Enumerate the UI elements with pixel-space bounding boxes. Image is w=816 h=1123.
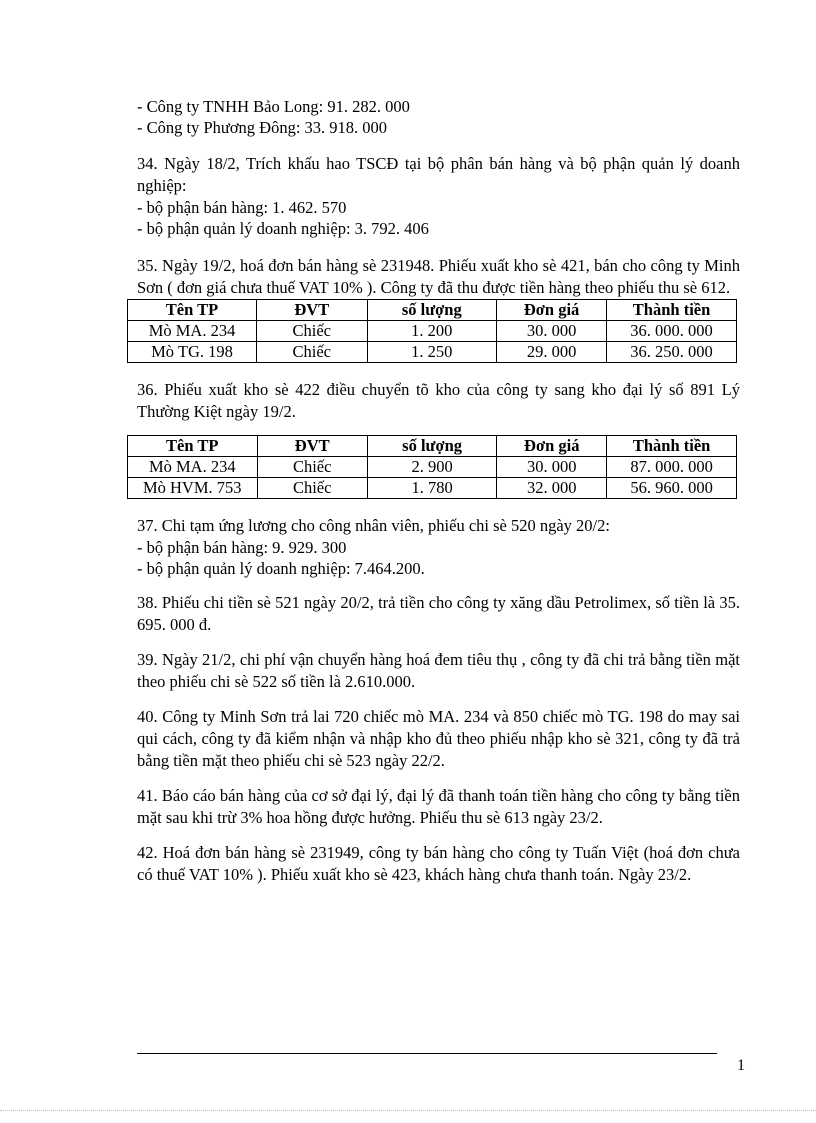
col-header-amount: Thành tiền bbox=[607, 300, 737, 321]
col-header-product: Tên TP bbox=[128, 436, 258, 457]
col-header-quantity: số lượng bbox=[367, 300, 497, 321]
cell-unit: Chiếc bbox=[257, 321, 367, 342]
intro-line-1: - Công ty TNHH Bảo Long: 91. 282. 000 bbox=[137, 97, 410, 116]
table-item-35 bbox=[127, 299, 737, 363]
table-row bbox=[128, 342, 737, 363]
cell-quantity: 1. 200 bbox=[367, 321, 497, 342]
cell-amount: 36. 250. 000 bbox=[607, 342, 737, 363]
item-41-text: 41. Báo cáo bán hàng của cơ sở đại lý, đại lý đã thanh toán tiền hàng cho công ty bằng tiền mặt sau khi trừ 3% hoa hồng được hưởng. Phiếu thu sè 613 ngày 23/2. bbox=[137, 786, 740, 827]
cell-product: Mò MA. 234 bbox=[128, 457, 258, 478]
intro-line-2: - Công ty Phương Đông: 33. 918. 000 bbox=[137, 118, 388, 137]
cell-price: 29. 000 bbox=[497, 342, 607, 363]
cell-unit: Chiếc bbox=[257, 342, 367, 363]
col-header-unit: ĐVT bbox=[257, 436, 367, 457]
table-row bbox=[128, 478, 737, 499]
cell-quantity: 1. 780 bbox=[367, 478, 496, 499]
item-37-line-1: - bộ phận bán hàng: 9. 929. 300 bbox=[137, 538, 347, 557]
table-item-36 bbox=[127, 435, 737, 499]
cell-amount: 56. 960. 000 bbox=[607, 478, 737, 499]
item-37-text: 37. Chi tạm ứng lương cho công nhân viên, phiếu chi sè 520 ngày 20/2: bbox=[137, 516, 610, 535]
cell-price: 30. 000 bbox=[497, 457, 607, 478]
page-number: 1 bbox=[737, 1057, 745, 1074]
col-header-amount: Thành tiền bbox=[607, 436, 737, 457]
cell-price: 30. 000 bbox=[497, 321, 607, 342]
item-39-text: 39. Ngày 21/2, chi phí vận chuyển hàng hoá đem tiêu thụ , công ty đã chi trả bằng tiền mặt theo phiếu chi sè 522 số tiền là 2.610.000. bbox=[137, 650, 740, 691]
col-header-unit: ĐVT bbox=[257, 300, 367, 321]
page-bottom-edge bbox=[0, 1110, 816, 1111]
col-header-quantity: số lượng bbox=[367, 436, 496, 457]
table-header-row bbox=[128, 436, 737, 457]
cell-quantity: 2. 900 bbox=[367, 457, 496, 478]
cell-product: Mò HVM. 753 bbox=[128, 478, 258, 499]
item-34-line-2: - bộ phận quản lý doanh nghiệp: 3. 792. 406 bbox=[137, 219, 429, 238]
item-38-text: 38. Phiếu chi tiền sè 521 ngày 20/2, trả tiền cho công ty xăng dầu Petrolimex, số tiền là 35. 695. 000 đ. bbox=[137, 593, 740, 634]
cell-unit: Chiếc bbox=[257, 457, 367, 478]
document-page bbox=[137, 96, 740, 886]
table-row bbox=[128, 321, 737, 342]
item-37-line-2: - bộ phận quản lý doanh nghiệp: 7.464.200. bbox=[137, 559, 425, 578]
cell-amount: 36. 000. 000 bbox=[607, 321, 737, 342]
col-header-product: Tên TP bbox=[128, 300, 257, 321]
cell-amount: 87. 000. 000 bbox=[607, 457, 737, 478]
item-34-line-1: - bộ phận bán hàng: 1. 462. 570 bbox=[137, 198, 347, 217]
item-35-text: 35. Ngày 19/2, hoá đơn bán hàng sè 231948. Phiếu xuất kho sè 421, bán cho công ty Minh Sơn ( đơn giá chưa thuế VAT 10% ). Công ty đã thu được tiền hàng theo phiếu thu sè 612. bbox=[137, 256, 740, 297]
col-header-price: Đơn giá bbox=[497, 436, 607, 457]
item-40-text: 40. Công ty Minh Sơn trả lai 720 chiếc mò MA. 234 và 850 chiếc mò TG. 198 do may sai qui cách, công ty đã kiểm nhận và nhập kho đủ theo phiếu nhập kho sè 321, công ty đã trả bằng tiền mặt theo phiếu chi sè 523 ngày 22/2. bbox=[137, 707, 740, 770]
footer-divider bbox=[137, 1053, 717, 1054]
col-header-price: Đơn giá bbox=[497, 300, 607, 321]
item-42-text: 42. Hoá đơn bán hàng sè 231949, công ty bán hàng cho công ty Tuấn Việt (hoá đơn chưa có thuế VAT 10% ). Phiếu xuất kho sè 423, khách hàng chưa thanh toán. Ngày 23/2. bbox=[137, 843, 740, 884]
cell-quantity: 1. 250 bbox=[367, 342, 497, 363]
cell-product: Mò MA. 234 bbox=[128, 321, 257, 342]
item-34-text: 34. Ngày 18/2, Trích khấu hao TSCĐ tại bộ phân bán hàng và bộ phận quản lý doanh nghiệp: bbox=[137, 154, 740, 195]
item-36-text: 36. Phiếu xuất kho sè 422 điều chuyển tõ kho của công ty sang kho đại lý số 891 Lý Thường Kiệt ngày 19/2. bbox=[137, 380, 740, 421]
cell-price: 32. 000 bbox=[497, 478, 607, 499]
cell-unit: Chiếc bbox=[257, 478, 367, 499]
table-row bbox=[128, 457, 737, 478]
table-header-row bbox=[128, 300, 737, 321]
cell-product: Mò TG. 198 bbox=[128, 342, 257, 363]
